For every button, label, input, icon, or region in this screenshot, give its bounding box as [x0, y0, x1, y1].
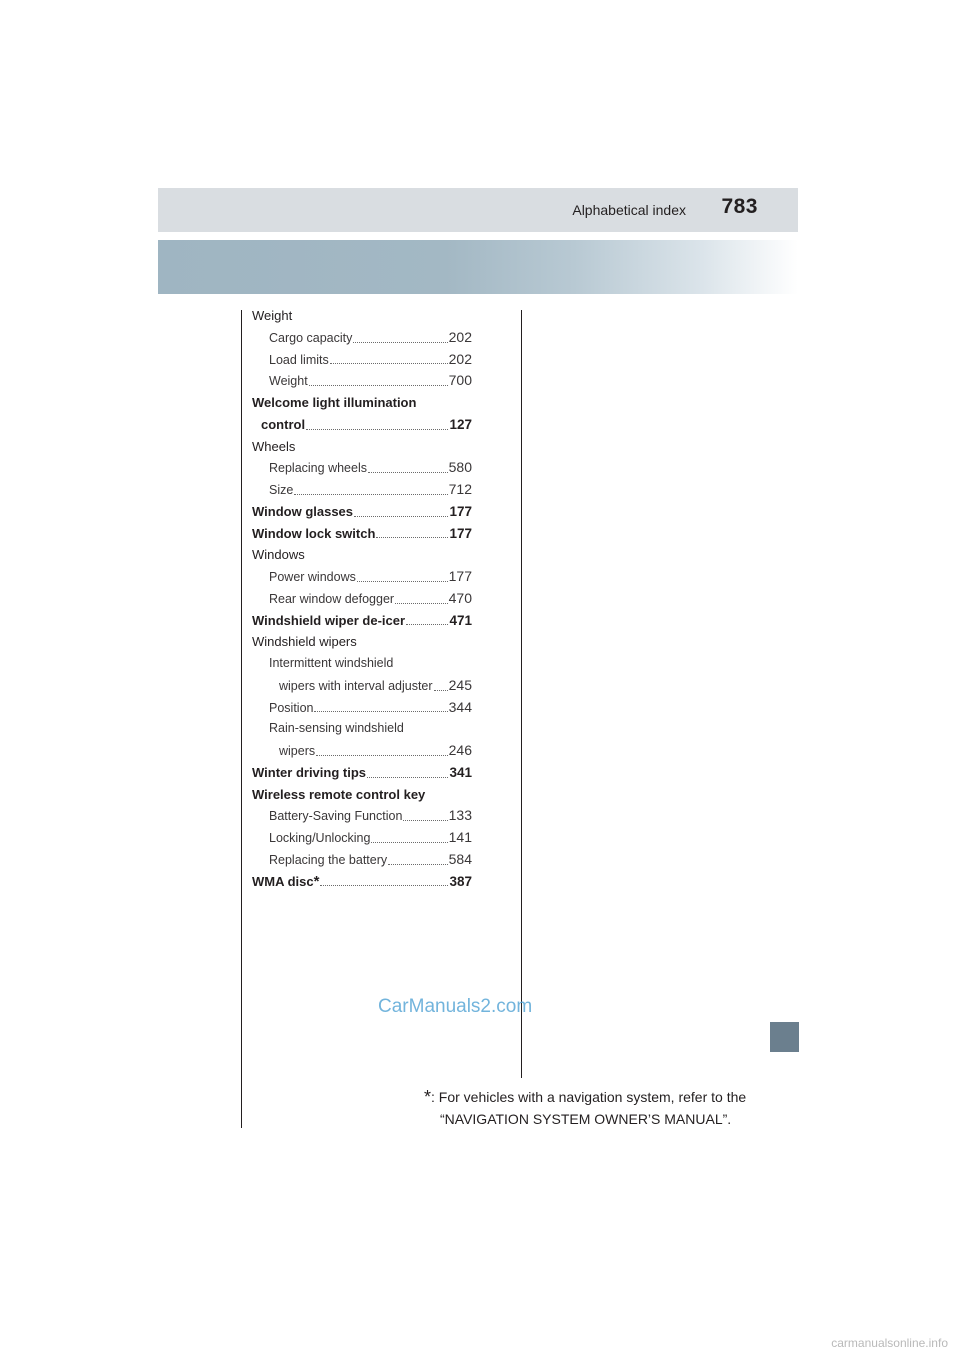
- index-entry-page: 246: [448, 742, 472, 758]
- footnote-line-1: : For vehicles with a navigation system, refer to the: [431, 1089, 747, 1105]
- dot-leader: [320, 885, 448, 886]
- index-entry-text: Rear window defogger: [269, 591, 395, 606]
- dot-leader: [330, 363, 448, 364]
- index-entry-text: Weight: [269, 374, 308, 389]
- index-entry: [252, 436, 472, 458]
- index-entry-text: Position: [269, 700, 314, 715]
- index-entry: [252, 631, 472, 653]
- dot-leader: [316, 755, 448, 756]
- index-entry-text: Winter driving tips: [252, 764, 366, 780]
- index-entry-text: Load limits: [269, 352, 329, 367]
- index-entry-page: 700: [448, 372, 472, 389]
- index-entry-text: Replacing the battery: [269, 852, 388, 867]
- index-entry: [252, 762, 472, 784]
- header-bar: [158, 188, 798, 232]
- decorative-gradient-band: [158, 240, 798, 294]
- index-entry-page: 471: [449, 612, 472, 628]
- index-entry-page: 202: [448, 350, 472, 367]
- index-entry: [252, 566, 472, 588]
- index-entry-page: 712: [448, 481, 472, 497]
- page-number: 783: [721, 195, 758, 218]
- index-entry: [252, 305, 472, 327]
- footnote: [424, 1086, 764, 1130]
- chapter-tab-marker: [770, 1022, 799, 1052]
- index-entry-text: Rain-sensing windshield: [269, 721, 404, 736]
- index-entry-text: wipers: [279, 744, 316, 758]
- index-entry: [252, 370, 472, 392]
- index-entry: [252, 501, 472, 523]
- index-entry-text: Window lock switch: [252, 525, 376, 541]
- dot-leader: [368, 472, 448, 473]
- index-entry: [252, 327, 472, 349]
- index-entry-text: Cargo capacity: [269, 330, 353, 345]
- index-entry-page: 245: [448, 676, 472, 693]
- dot-leader: [395, 603, 448, 604]
- index-entry: [252, 610, 472, 632]
- index-entry-text: Replacing wheels: [269, 461, 367, 476]
- dot-leader: [406, 624, 448, 625]
- alphabetical-index-list: [252, 305, 472, 892]
- dot-leader: [357, 581, 448, 582]
- dot-leader: [434, 690, 448, 691]
- site-footer-text: carmanualsonline.info: [831, 1336, 948, 1350]
- dot-leader: [354, 516, 448, 517]
- footnote-line-2: “NAVIGATION SYSTEM OWNER’S MANUAL”.: [440, 1111, 732, 1127]
- index-entry-page: 177: [449, 503, 472, 519]
- index-entry: [252, 653, 472, 675]
- dot-leader: [376, 537, 448, 538]
- index-entry-text: Wireless remote control key: [252, 786, 426, 802]
- index-entry-text: WMA disc: [252, 873, 314, 889]
- footnote-star: *: [424, 1087, 432, 1107]
- index-entry-page: 470: [448, 589, 472, 606]
- dot-leader: [306, 429, 448, 430]
- index-entry-text: wipers with interval adjuster: [279, 678, 433, 693]
- index-entry-text: Locking/Unlocking: [269, 831, 371, 845]
- index-entry: [252, 544, 472, 566]
- index-entry-text: Window glasses: [252, 503, 354, 519]
- index-entry: [252, 784, 472, 806]
- index-entry-text: Wheels: [252, 438, 296, 454]
- index-entry-page: 141: [448, 829, 472, 845]
- index-entry-page: 387: [449, 873, 472, 889]
- index-entry: [252, 849, 472, 871]
- index-entry-page: 341: [449, 764, 472, 780]
- index-entry-text: Power windows: [269, 570, 356, 584]
- index-entry-page: 580: [448, 459, 472, 476]
- index-entry-text: Size: [269, 483, 294, 497]
- dot-leader: [388, 864, 448, 865]
- index-entry-text: control: [261, 416, 306, 432]
- index-entry: [252, 740, 472, 762]
- dot-leader: [294, 494, 447, 495]
- dot-leader: [309, 385, 448, 386]
- index-entry-text: Windows: [252, 547, 305, 563]
- index-entry-page: 127: [449, 416, 472, 432]
- column-divider-middle: [521, 310, 522, 1078]
- index-entry-page: 133: [448, 807, 472, 824]
- dot-leader: [371, 842, 447, 843]
- index-entry: [252, 697, 472, 719]
- dot-leader: [353, 342, 447, 343]
- watermark-text: CarManuals2.com: [378, 996, 533, 1017]
- index-entry: [252, 457, 472, 479]
- section-title: Alphabetical index: [572, 202, 686, 218]
- index-entry: [252, 523, 472, 545]
- index-entry-page: 202: [448, 328, 472, 345]
- index-entry: WMA disc * 387: [252, 871, 472, 893]
- index-entry-text: Windshield wipers: [252, 634, 357, 650]
- index-entry: [252, 827, 472, 849]
- index-entry-text: Weight: [252, 308, 293, 323]
- dot-leader: [367, 777, 448, 778]
- index-entry: [252, 588, 472, 610]
- index-entry-page: 177: [449, 525, 472, 541]
- index-entry: [252, 414, 472, 436]
- dot-leader: [314, 711, 447, 712]
- index-entry-text: Windshield wiper de-icer: [252, 612, 406, 628]
- index-entry: [252, 479, 472, 501]
- index-entry: [252, 805, 472, 827]
- index-entry-text: Intermittent windshield: [269, 656, 394, 670]
- index-entry: [252, 349, 472, 371]
- index-entry-page: 177: [448, 568, 472, 584]
- index-entry-text: Welcome light illumination: [252, 395, 417, 410]
- index-entry-text: Battery-Saving Function: [269, 809, 403, 824]
- column-divider-left: [241, 310, 242, 1128]
- index-entry-page: 584: [448, 850, 472, 867]
- index-entry: [252, 675, 472, 697]
- index-entry-page: 344: [448, 698, 472, 715]
- index-entry: [252, 718, 472, 740]
- index-entry: [252, 392, 472, 414]
- dot-leader: [403, 820, 447, 821]
